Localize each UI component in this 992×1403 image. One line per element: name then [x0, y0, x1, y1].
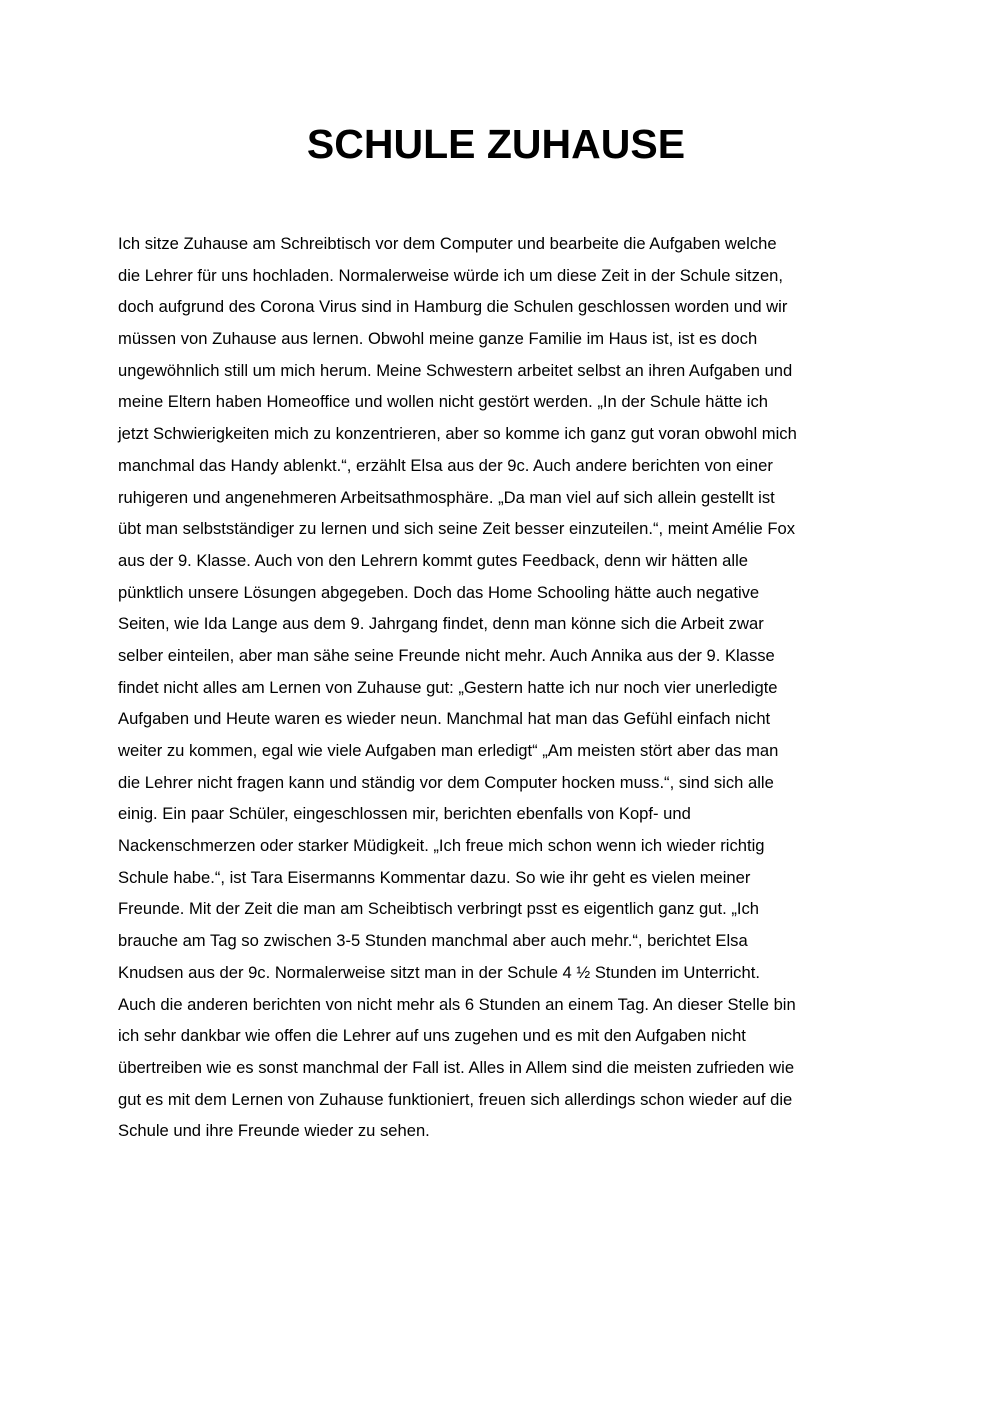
body-line: meine Eltern haben Homeoffice und wollen nicht gestört werden. „In der Schule hätte ich [118, 392, 768, 412]
body-line: Knudsen aus der 9c. Normalerweise sitzt man in der Schule 4 ½ Stunden im Unterricht. [118, 962, 760, 982]
body-line: Seiten, wie Ida Lange aus dem 9. Jahrgang findet, denn man könne sich die Arbeit zwar [118, 614, 764, 634]
body-line: Aufgaben und Heute waren es wieder neun. Manchmal hat man das Gefühl einfach nicht [118, 709, 771, 729]
body-line: die Lehrer für uns hochladen. Normalerweise würde ich um diese Zeit in der Schule sitzen, [118, 265, 784, 285]
body-line: aus der 9. Klasse. Auch von den Lehrern kommt gutes Feedback, denn wir hätten alle [118, 550, 749, 570]
body-line: ich sehr dankbar wie offen die Lehrer auf uns zugehen und es mit den Aufgaben nicht [118, 1026, 746, 1046]
body-line: pünktlich unsere Lösungen abgegeben. Doch das Home Schooling hätte auch negative [118, 582, 760, 602]
body-line: doch aufgrund des Corona Virus sind in Hamburg die Schulen geschlossen worden und wir [118, 297, 788, 317]
page-title: SCHULE ZUHAUSE [306, 121, 686, 167]
body-line: müssen von Zuhause aus lernen. Obwohl meine ganze Familie im Haus ist, ist es doch [118, 329, 758, 349]
body-line: Nackenschmerzen oder starker Müdigkeit. „Ich freue mich schon wenn ich wieder richtig [118, 836, 765, 856]
body-line: die Lehrer nicht fragen kann und ständig vor dem Computer hocken muss.“, sind sich alle [118, 772, 774, 792]
body-line: selber einteilen, aber man sähe seine Freunde nicht mehr. Auch Annika aus der 9. Klasse [118, 645, 775, 665]
body-line: Ich sitze Zuhause am Schreibtisch vor dem Computer und bearbeite die Aufgaben welche [118, 234, 777, 253]
body-line: übertreiben wie es sonst manchmal der Fall ist. Alles in Allem sind die meisten zufrieden wie [118, 1057, 795, 1077]
body-line: findet nicht alles am Lernen von Zuhause gut: „Gestern hatte ich nur noch vier unerledigte [118, 677, 778, 697]
body-line: Schule und ihre Freunde wieder zu sehen. [118, 1121, 430, 1141]
body-line: ruhigeren und angenehmeren Arbeitsathmosphäre. „Da man viel auf sich allein gestellt ist [118, 487, 775, 507]
body-line: weiter zu kommen, egal wie viele Aufgaben man erledigt“ „Am meisten stört aber das man [118, 741, 779, 760]
body-line: jetzt Schwierigkeiten mich zu konzentrieren, aber so komme ich ganz gut voran obwohl mich [118, 424, 797, 444]
body-line: Schule habe.“, ist Tara Eisermanns Kommentar dazu. So wie ihr geht es vielen meiner [118, 867, 751, 887]
body-line: brauche am Tag so zwischen 3-5 Stunden manchmal aber auch mehr.“, berichtet Elsa [118, 931, 748, 951]
body-line: Auch die anderen berichten von nicht mehr als 6 Stunden an einem Tag. An dieser Stelle bin [118, 994, 796, 1014]
body-line: gut es mit dem Lernen von Zuhause funktioniert, freuen sich allerdings schon wieder auf die [118, 1089, 793, 1109]
body-line: einig. Ein paar Schüler, eingeschlossen mir, berichten ebenfalls von Kopf- und [118, 804, 691, 824]
body-line: Freunde. Mit der Zeit die man am Scheibtisch verbringt psst es eigentlich ganz gut. „Ich [118, 899, 760, 919]
body-line: manchmal das Handy ablenkt.“, erzählt Elsa aus der 9c. Auch andere berichten von einer [118, 455, 773, 475]
body-line: übt man selbstständiger zu lernen und sich seine Zeit besser einzuteilen.“, meint Amélie Fox [118, 519, 796, 539]
article-body [118, 228, 878, 1147]
body-line: ungewöhnlich still um mich herum. Meine Schwestern arbeitet selbst an ihren Aufgaben und [118, 360, 793, 380]
